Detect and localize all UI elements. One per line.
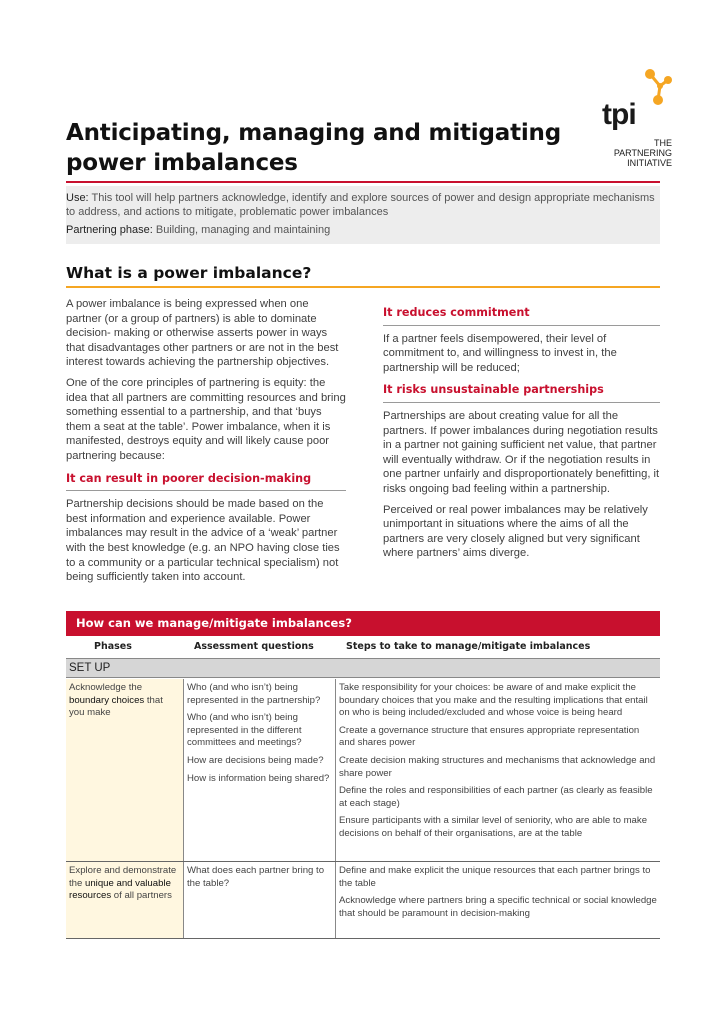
phase-line	[66, 224, 658, 238]
step: Create a governance structure that ensures appropriate representation and shares power	[339, 724, 640, 749]
use-label: Use:	[66, 192, 89, 204]
header-phases: Phases	[94, 641, 132, 652]
header-assessment-questions: Assessment questions	[194, 641, 314, 652]
intro-box	[66, 186, 660, 244]
question: How are decisions being made?	[187, 754, 324, 766]
steps-cell	[335, 862, 660, 938]
subheading-unsustainable: It risks unsustainable partnerships	[383, 383, 660, 403]
left-column	[66, 297, 346, 591]
logo-line-3: INITIATIVE	[627, 158, 672, 168]
phase-text: of all partners	[111, 890, 172, 902]
right-paragraph-3: Perceived or real power imbalances may be relatively unimportant in situations where the aims of all the partners are very closely aligned but very significant where partners’ aims diverge.	[383, 503, 648, 560]
title-divider	[66, 181, 660, 183]
title-line-2: power imbalances	[66, 150, 298, 176]
use-text: This tool will help partners acknowledge, identify and explore sources of power and design appropriate mechanisms to address, and actions to mitigate, problematic power imbalances	[66, 192, 655, 218]
table-row	[66, 679, 660, 862]
questions-cell	[183, 862, 335, 938]
left-paragraph-2: One of the core principles of partnering is equity: the idea that all partners are committing resources and bring something essential to a partnership, and that ‘buys them a seat at the table’. Power imbalance, when it is manifested, destroys equity and will likely cause poor partnering because:	[66, 376, 346, 462]
table-header	[66, 636, 660, 659]
step: Ensure participants with a similar level of seniority, who are able to make decisions on behalf of their organisations, are at the table	[339, 815, 648, 839]
subheading-commitment: It reduces commitment	[383, 306, 660, 326]
phase-text: Building, managing and maintaining	[152, 224, 331, 236]
title-line-1: Anticipating, managing and mitigating	[66, 120, 561, 146]
question: Who (and who isn’t) being represented in the partnership?	[187, 682, 321, 706]
section-heading: What is a power imbalance?	[66, 264, 312, 282]
logo-line-2: PARTNERING	[613, 148, 672, 158]
step: Define the roles and responsibilities of each partner (as clearly as feasible at each stage)	[339, 785, 653, 809]
right-column	[383, 306, 660, 567]
tpi-logo	[600, 66, 672, 176]
step: Create decision making structures and mechanisms that acknowledge and share power	[339, 754, 656, 779]
logo-line-1: THE	[654, 138, 672, 148]
question: Who (and who isn’t) being represented in the different committees and meetings?	[187, 712, 302, 749]
phase-text: Explore and demonstrate the	[69, 865, 177, 889]
table-row	[66, 862, 660, 939]
subheading-decision-making: It can result in poorer decision-making	[66, 472, 346, 492]
steps-cell	[335, 679, 660, 861]
phase-text: Acknowledge the	[69, 682, 143, 693]
logo-mark: tpi	[602, 98, 636, 131]
table-title: How can we manage/mitigate imbalances?	[66, 611, 660, 636]
phase-text: that you make	[69, 694, 163, 719]
phase-highlight: unique and valuable resources	[69, 877, 171, 902]
group-setup: SET UP	[66, 659, 660, 678]
step: Acknowledge where partners bring a specific technical or social knowledge that should be paramount in decision-making	[339, 895, 657, 919]
phase-cell	[66, 679, 183, 861]
use-line	[66, 192, 658, 219]
question: What does each partner bring to the table?	[187, 865, 325, 889]
header-steps: Steps to take to manage/mitigate imbalances	[346, 641, 591, 652]
left-paragraph-1: A power imbalance is being expressed when one partner (or a group of partners) is able to dominate decision- making or otherwise asserts power in ways that disadvantages other partners or are not in the best interest towards achieving the partnership objectives.	[66, 298, 339, 369]
phase-highlight: boundary choices	[69, 694, 145, 706]
section-divider	[66, 286, 660, 288]
phase-cell	[66, 862, 183, 938]
step: Define and make explicit the unique resources that each partner brings to the table	[339, 865, 651, 889]
question: How is information being shared?	[187, 772, 330, 784]
left-paragraph-3: Partnership decisions should be made based on the best information and experience available. Power imbalances may result in the advice of a ‘weak’ partner with the best knowledge (e.g. an NPO having close ties to a community or a particular technical specialism) not being sufficiently taken into account.	[66, 498, 340, 584]
step: Take responsibility for your choices: be aware of and make explicit the boundary choices that you make and the resulting implications that entail on who is being included/excluded and whose voice is being heard	[339, 682, 648, 719]
page-title	[66, 118, 606, 178]
phase-label: Partnering phase:	[66, 224, 153, 236]
right-paragraph-1: If a partner feels disempowered, their level of commitment to, and willingness to invest in, the partnership will be reduced;	[383, 332, 617, 374]
questions-cell	[183, 679, 335, 861]
right-paragraph-2: Partnerships are about creating value for all the partners. If power imbalances during negotiation results in a partner not gaining sufficient net value, that partner will eventually withdraw. Or if the negotiation results in one partner unfairly and disproportionately benefitting, it risks ongoing bad feeling within a partnership.	[383, 409, 660, 495]
